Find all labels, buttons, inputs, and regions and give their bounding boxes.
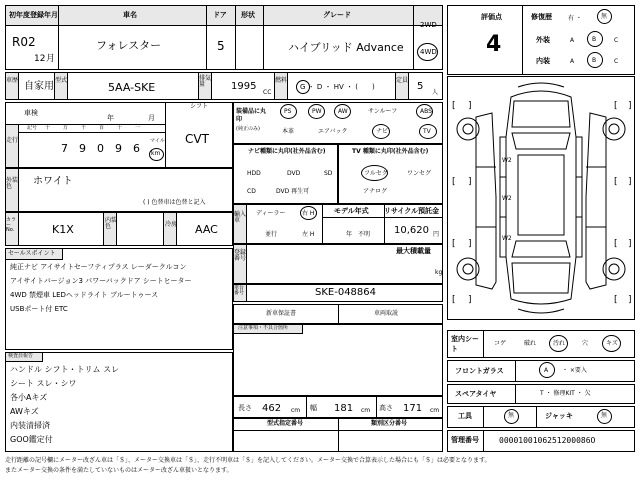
inspector-report-line: 内装清掃済 <box>10 421 50 430</box>
interior-c: C <box>614 58 619 65</box>
score-value: 4 <box>486 32 502 57</box>
diagram-bracket: [ <box>452 295 456 305</box>
navi-title: ナビ種類に丸印(社外品含む) <box>248 148 326 155</box>
interior-label: 内装 <box>536 57 550 65</box>
fuel-options: G ・ D ・ HV ・ ( ) <box>300 83 375 91</box>
front-glass-replace: ・ ×要入 <box>562 367 587 374</box>
usage: 自家用 <box>24 81 54 92</box>
interior-b: B <box>592 57 597 64</box>
mile-label: マイル <box>150 138 165 144</box>
shift-label: シフト <box>190 103 209 110</box>
max-load-unit: kg <box>435 269 443 276</box>
color-code: K1X <box>52 223 74 236</box>
mileage-digit: 9 <box>79 142 86 155</box>
car-diagram <box>448 77 634 319</box>
navi-dvd: DVD <box>287 170 301 177</box>
shape-label: 形状 <box>241 11 255 19</box>
recycle-label: リサイクル預託金 <box>384 207 440 215</box>
import-dealer: ディーラー <box>256 210 286 217</box>
seat-item: 穴 <box>582 340 589 347</box>
length: 462 <box>262 403 282 414</box>
chassis-value: SKE-048864 <box>315 287 377 298</box>
equipment-item: サンルーフ <box>368 108 398 115</box>
front-glass-a: A <box>544 367 549 374</box>
mileage-digit-header: 十 <box>45 125 51 131</box>
diagram-bracket: [ <box>452 239 456 249</box>
mileage-digit-header: 十 <box>117 125 123 131</box>
tools-none: 無 <box>508 412 515 419</box>
spare-items: T ・ 修理KIT ・ 欠 <box>540 390 591 397</box>
import-label: 輸入車 <box>234 211 247 224</box>
equipment-item: 本革 <box>282 128 295 135</box>
diagram-bracket: [ <box>452 177 456 187</box>
fuel-label: 燃料 <box>275 77 288 84</box>
grade: ハイブリッド Advance <box>288 41 404 54</box>
inspector-report-line: AWキズ <box>10 407 39 416</box>
mileage-digit-header: 万 <box>63 125 69 131</box>
seat-item: 汚れ <box>553 340 566 347</box>
diagram-bracket: ] <box>468 295 472 305</box>
equipment-item: AW <box>338 108 348 115</box>
inspection-year-label: 年 <box>107 114 114 122</box>
diagram-bracket: ] <box>628 239 632 249</box>
warranty: 新車保証書 <box>266 310 297 317</box>
footer-line1: 走行距離の記号欄にメーター改ざん車は「＄」、メーター交換車は「＄」、走行不明車は「＄」を記入してください。メーター交換で合算表示した場合にも「＄」は必要となります。 <box>5 457 491 464</box>
equipment-subtitle: (純正のみ) <box>236 126 260 132</box>
exterior-a: A <box>570 37 575 44</box>
selling-point-line: 純正ナビ アイサイトセーフティプラス レーダークルコン <box>10 263 187 271</box>
drive-2wd: 2WD <box>420 21 437 29</box>
exterior-label: 外装 <box>536 36 550 44</box>
car-name: フォレスター <box>96 39 162 52</box>
mileage-label: 走行 <box>6 137 19 144</box>
exterior-c: C <box>614 37 619 44</box>
inspector-report-label: 検査員報告 <box>8 353 34 359</box>
front-glass-label: フロントガラス <box>455 367 504 375</box>
model-year-label: モデル年式 <box>334 207 369 215</box>
navi-hdd: HDD <box>247 170 261 177</box>
displacement-label: 排気量 <box>199 75 212 88</box>
first-reg-label: 初年度登録年月 <box>9 11 58 19</box>
recycle-value: 10,620 <box>394 225 429 236</box>
model-label: 型式 <box>55 77 68 84</box>
navi-sd: SD <box>324 170 333 177</box>
width: 181 <box>334 403 354 414</box>
navi-dvd-play: DVD 再生可 <box>276 188 310 195</box>
chassis-label: 車台番号 <box>234 285 245 296</box>
equipment-title: 装備品に丸印 <box>236 108 267 123</box>
ac-label: 冷房 <box>165 221 178 228</box>
tv-analog: アナログ <box>363 188 388 195</box>
manual: 車両取説 <box>374 310 399 317</box>
diagram-bracket: [ <box>452 101 456 111</box>
notes-block <box>233 324 443 396</box>
seat-item: 破れ <box>524 340 537 347</box>
tv-title: TV 種類に丸印(社外品含む) <box>352 148 429 155</box>
diagram-bracket: ] <box>468 239 472 249</box>
tv-fullseg: フルセグ <box>364 170 388 177</box>
mileage-digit: 0 <box>97 142 104 155</box>
score-label: 評価点 <box>481 13 502 21</box>
height-label: 高さ <box>379 404 393 412</box>
shift-value: CVT <box>185 132 209 146</box>
diagram-bracket: ] <box>468 177 472 187</box>
import-parallel: 並行 <box>265 231 278 238</box>
spare-label: スペアタイヤ <box>455 390 497 398</box>
equipment-item: PS <box>284 108 292 115</box>
equipment-item: エアバック <box>318 128 348 135</box>
jack-label: ジャッキ <box>545 412 573 420</box>
tv-oneseg: ワンセグ <box>407 170 432 177</box>
capacity-unit: 人 <box>432 89 439 96</box>
width-unit: cm <box>361 407 371 414</box>
color-code-label: カラーNo. <box>6 217 17 233</box>
mileage-digit: 6 <box>133 142 140 155</box>
diagram-label-w2-1: W2 <box>502 157 512 164</box>
jack-none: 無 <box>601 412 608 419</box>
recycle-unit: 円 <box>433 231 440 238</box>
mileage-digit: 9 <box>115 142 122 155</box>
category-label: 類別区分番号 <box>371 420 408 427</box>
diagram-bracket: [ <box>614 295 618 305</box>
repair-options: 有 ・ <box>568 15 582 22</box>
mileage-digit-header: 一 <box>135 125 141 131</box>
mileage-digit-header: 記号 <box>27 125 38 131</box>
mileage-digit-header: 百 <box>99 125 105 131</box>
inspector-report-line: GOO鑑定付 <box>10 435 53 444</box>
equipment-item: ABS <box>420 108 432 115</box>
diagram-label-w2-3: W2 <box>502 235 512 242</box>
door-label: ドア <box>213 11 227 19</box>
inspector-report-line: ハンドル シフト・トリム スレ <box>10 365 120 374</box>
diagram-bracket: [ <box>614 101 618 111</box>
mgmt-label: 管理番号 <box>451 436 479 444</box>
diagram-bracket: ] <box>628 177 632 187</box>
model-year-value: 年 不明 <box>346 231 371 238</box>
repair-none: 無 <box>601 13 608 20</box>
navi-cd: CD <box>247 188 256 195</box>
ac-value: AAC <box>195 223 218 236</box>
height-unit: cm <box>430 407 440 414</box>
diagram-bracket: ] <box>468 101 472 111</box>
width-label: 幅 <box>310 404 317 412</box>
car-name-label: 車名 <box>123 11 137 19</box>
grade-label: グレード <box>323 11 351 19</box>
interior-color-label: 内装色 <box>105 217 118 230</box>
exterior-b: B <box>592 36 597 43</box>
inspection-month-label: 月 <box>148 114 155 122</box>
inspection-label: 車検 <box>24 109 38 117</box>
diagram-bracket: [ <box>614 239 618 249</box>
displacement: 1995 <box>231 81 257 92</box>
max-load-label: 最大積載量 <box>396 247 431 255</box>
import-right: 右 H <box>302 210 315 217</box>
diagram-bracket: [ <box>614 177 618 187</box>
color-value: ホワイト <box>33 176 73 187</box>
seat-label: 室内シート <box>451 335 479 353</box>
cc-unit: CC <box>263 89 272 96</box>
reg-no-label: 登録番号 <box>234 249 247 262</box>
seat-item: キズ <box>606 340 618 347</box>
footer-line2: またメーター交換の条件を満たしていないものはメーター改ざん車扱いとなります。 <box>5 467 233 474</box>
equipment-item: PW <box>312 108 322 115</box>
first-reg-month-unit: 月 <box>46 54 56 64</box>
mgmt-value: 0000100106251200086O <box>499 436 596 445</box>
doors: 5 <box>217 39 225 53</box>
first-reg-year: R02 <box>12 35 36 49</box>
diagram-label-w2-2: W2 <box>502 195 512 202</box>
mileage-digit: 7 <box>61 142 68 155</box>
interior-a: A <box>570 58 575 65</box>
first-reg-month: 12 <box>34 54 46 64</box>
length-unit: cm <box>291 407 301 414</box>
car-reg-label: 車歴 <box>6 77 19 84</box>
selling-point-line: アイサイトバージョン3 パワーバックドア シートヒーター <box>10 277 192 285</box>
notes-label: 注意事項・不具合箇所 <box>238 325 289 331</box>
km-label: km <box>151 150 161 157</box>
drive-4wd: 4WD <box>420 48 437 56</box>
diagram-bracket: ] <box>628 295 632 305</box>
tools-label: 工具 <box>458 412 472 420</box>
capacity-label: 定員 <box>396 77 409 84</box>
type-designation-label: 型式指定番号 <box>267 420 304 427</box>
model: 5AA-SKE <box>108 81 156 94</box>
usage-row <box>5 72 443 100</box>
equipment-item: TV <box>423 128 431 135</box>
import-left: 左 H <box>302 231 315 238</box>
length-label: 長さ <box>238 404 252 412</box>
diagram-bracket: ] <box>628 101 632 111</box>
color-note: ( ) 色替車は色替と記入 <box>143 199 206 206</box>
color-label: 外装色 <box>6 177 19 190</box>
inspector-report-line: 各小Aキズ <box>10 393 48 402</box>
seat-item: コゲ <box>494 340 507 347</box>
inspector-report-line: シート スレ・シワ <box>10 379 77 388</box>
repair-label: 修復歴 <box>531 13 552 21</box>
capacity: 5 <box>417 81 424 92</box>
height: 171 <box>403 403 423 414</box>
equipment-item: ナビ <box>376 128 389 135</box>
selling-point-line: USBポート付 ETC <box>10 305 68 313</box>
selling-point-line: 4WD 禁煙車 LEDヘッドライト ブルートゥース <box>10 291 159 299</box>
selling-points-label: セールスポイント <box>8 250 56 257</box>
mileage-digit-header: 千 <box>81 125 87 131</box>
